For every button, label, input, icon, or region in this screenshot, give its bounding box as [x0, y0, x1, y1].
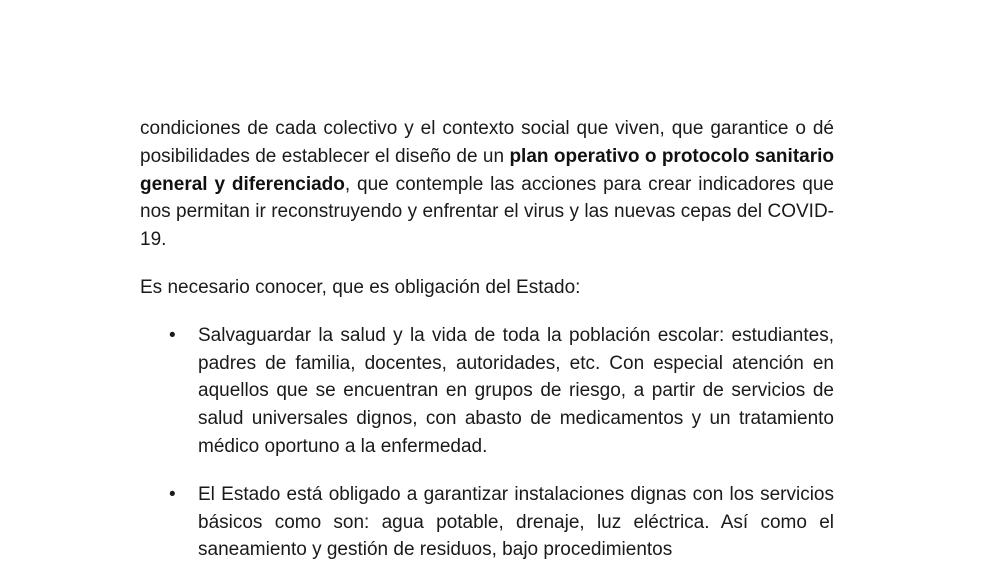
bullet-icon: •	[169, 324, 176, 346]
list-item-text: Salvaguardar la salud y la vida de toda la población escolar: estudiantes, padres de familia, docentes, autoridades, etc. Con especial atención en aquellos que se encuentran en grupos de riesgo, a partir de servicios de salud universales dignos, con abasto de medicamentos y un tratamiento médico oportuno a la enfermedad.	[198, 324, 834, 457]
document-body	[140, 115, 834, 564]
list-item	[140, 481, 834, 564]
paragraph-protocol-text-b: , que contemple las acciones para crear indicadores que nos permitan ir reconstruyendo y enfrentar el virus y las nuevas cepas del COVID-19.	[140, 173, 834, 251]
list-item-text: El Estado está obligado a garantizar instalaciones dignas con los servicios básicos como son: agua potable, drenaje, luz eléctrica. Así como el saneamiento y gestión de residuos, bajo procedimientos	[198, 483, 834, 561]
paragraph-protocol-bold: plan operativo o protocolo sanitario general y diferenciado	[140, 145, 834, 195]
obligations-list	[140, 322, 834, 564]
paragraph-protocol	[140, 115, 834, 254]
bullet-icon: •	[169, 483, 176, 505]
list-item	[140, 322, 834, 461]
paragraph-state-obligation: Es necesario conocer, que es obligación del Estado:	[140, 276, 581, 298]
paragraph-protocol-text-a: condiciones de cada colectivo y el contexto social que viven, que garantice o dé posibilidades de establecer el diseño de un	[140, 118, 834, 167]
